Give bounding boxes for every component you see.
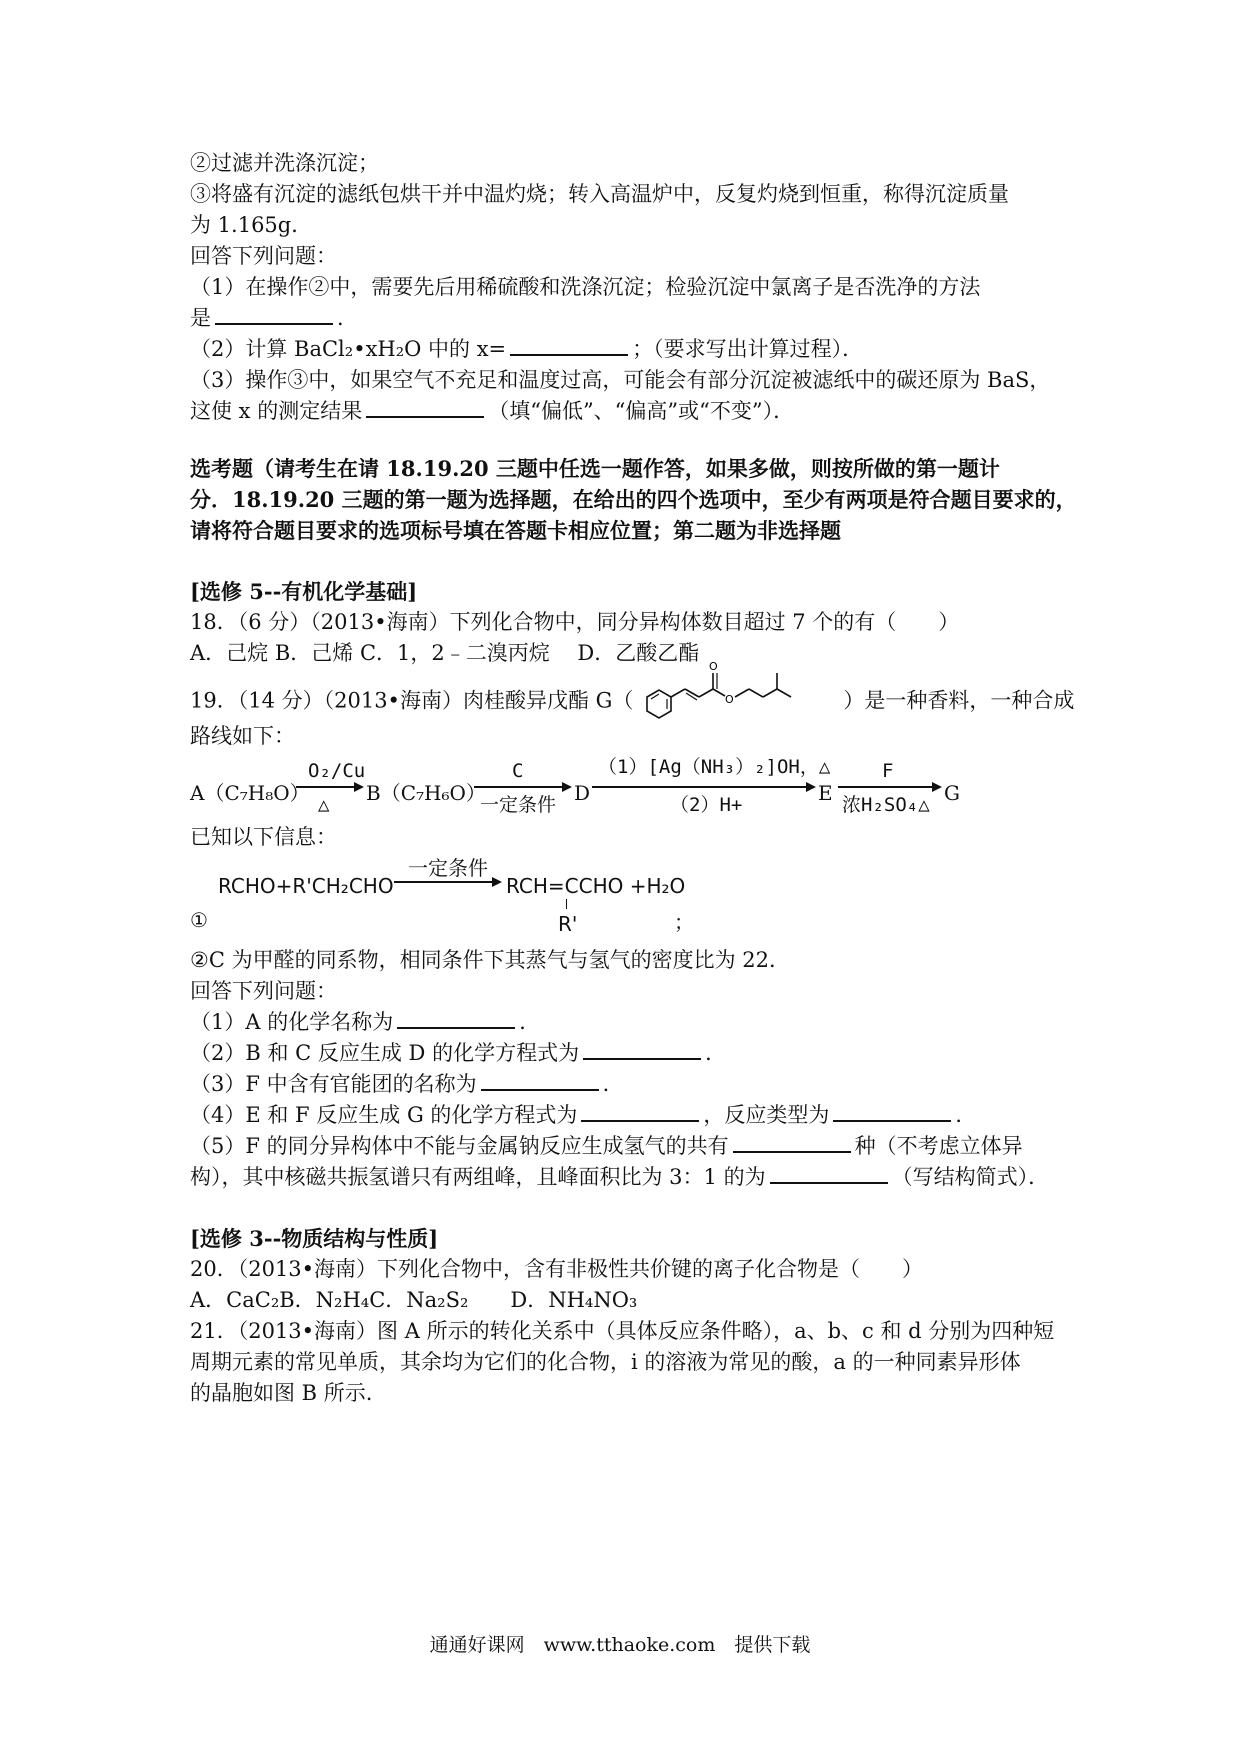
answer-blank[interactable]	[833, 1100, 951, 1122]
q17-sub3-suffix: （填“偏低”、“偏高”或“不变”）．	[488, 399, 795, 423]
scheme-condition-1: △	[318, 794, 330, 816]
q19-sub4-prefix: （4）E 和 F 反应生成 G 的化学方程式为	[190, 1103, 578, 1127]
q19-sub4-mid: ，反应类型为	[703, 1103, 830, 1127]
scheme-compound-g: G	[944, 781, 960, 805]
q19-stem-line2: 路线如下：	[190, 724, 295, 748]
answer-blank[interactable]	[397, 1007, 515, 1029]
q20-stem: 20．（2013•海南）下列化合物中，含有非极性共价键的离子化合物是（ ）	[190, 1257, 924, 1281]
info-1-end: ；	[674, 910, 694, 934]
scheme-reagent-4: F	[882, 760, 894, 782]
answer-blank[interactable]	[581, 1100, 699, 1122]
scheme-compound-d: D	[574, 781, 591, 805]
q17-sub2-suffix: ；（要求写出计算过程）．	[632, 337, 864, 361]
q17-sub1-line2	[190, 303, 1070, 334]
q17-sub2	[190, 334, 1070, 365]
q17-sub1-line1: （1）在操作②中，需要先后用稀硫酸和洗涤沉淀；检验沉淀中氯离子是否洗净的方法	[190, 275, 981, 299]
answer-blank[interactable]	[510, 334, 628, 356]
document-body	[190, 148, 1077, 1409]
q20-options: A．CaC₂B．N₂H₄C．Na₂S₂ D．NH₄NO₃	[190, 1288, 638, 1312]
q19-stem-suffix: ）是一种香料，一种合成	[843, 688, 1075, 713]
arrow-icon	[394, 881, 500, 883]
q21-line2: 周期元素的常见单质，其余均为它们的化合物，i 的溶液为常见的酸，a 的一种同素异形体	[190, 1350, 1021, 1374]
q21-line3: 的晶胞如图 B 所示.	[190, 1381, 373, 1405]
q17-sub1-prefix: 是	[190, 306, 211, 330]
q19-sub4	[190, 1100, 1070, 1131]
answer-blank[interactable]	[481, 1069, 599, 1091]
q21-line1: 21．（2013•海南）图 A 所示的转化关系中（具体反应条件略），a、b、c 和 d 分别为四种短	[190, 1319, 1055, 1343]
scheme-compound-b: B（C₇H₆O）	[366, 781, 486, 805]
q18-options: A．己烷 B．己烯 C．1，2﹣二溴丙烷 D．乙酸乙酯	[190, 641, 700, 665]
scheme-condition-2: 一定条件	[480, 794, 557, 816]
period: ．	[955, 1103, 977, 1127]
elective-note-line3: 请将符合题目要求的选项标号填在答题卡相应位置；第二题为非选择题	[190, 518, 841, 543]
svg-text:O: O	[725, 693, 735, 706]
info-1-condition: 一定条件	[408, 856, 488, 880]
q19-sub5-prefix: （5）F 的同分异构体中不能与金属钠反应生成氢气的共有	[190, 1134, 729, 1158]
q19-answer-intro: 回答下列问题：	[190, 979, 337, 1003]
q18-stem: 18．（6 分）（2013•海南）下列化合物中，同分异构体数目超过 7 个的有（ ）	[190, 610, 960, 634]
q19-sub1-prefix: （1）A 的化学名称为	[190, 1010, 394, 1034]
scheme-condition-3: （2）H+	[670, 794, 743, 816]
arrow-icon	[838, 786, 940, 788]
answer-blank[interactable]	[733, 1131, 851, 1153]
q19-sub2-prefix: （2）B 和 C 反应生成 D 的化学方程式为	[190, 1041, 580, 1065]
elective-note-line2: 分．18.19.20 三题的第一题为选择题，在给出的四个选项中，至少有两项是符合题目要求的，	[190, 487, 1077, 512]
q17-answer-intro: 回答下列问题：	[190, 244, 337, 268]
info-1-reaction	[190, 853, 1070, 945]
info-1-reactants: RCHO+R'CH₂CHO	[218, 874, 394, 898]
info-2: ②C 为甲醛的同系物，相同条件下其蒸气与氢气的密度比为 22．	[190, 948, 790, 972]
q17-sub2-prefix: （2）计算 BaCl₂•xH₂O 中的 x=	[190, 337, 507, 361]
scheme-reagent-3: （1）[Ag（NH₃）₂]OH，△	[598, 756, 831, 778]
q19-sub5-line1	[190, 1131, 1070, 1162]
period: ．	[602, 1072, 624, 1096]
q17-step3-line2: 为 1.165g．	[190, 213, 313, 237]
page-footer: 通通好课网 www.tthaoke.com 提供下载	[429, 1634, 811, 1656]
scheme-reagent-1: O₂/Cu	[308, 760, 366, 782]
answer-blank[interactable]	[770, 1162, 888, 1184]
synthesis-route	[190, 752, 1070, 822]
arrow-icon	[592, 786, 814, 788]
q19-sub1	[190, 1007, 1070, 1038]
arrow-icon	[296, 786, 362, 788]
section-title-structure: [选修 3--物质结构与性质]	[190, 1226, 439, 1251]
q19-sub3	[190, 1069, 1070, 1100]
period: ．	[705, 1041, 727, 1065]
answer-blank[interactable]	[215, 303, 333, 325]
q19-stem-prefix: 19．（14 分）（2013•海南）肉桂酸异戊酯 G（	[190, 688, 634, 713]
svg-text:O: O	[709, 660, 719, 673]
info-1-number: ①	[190, 908, 208, 932]
info-1-substituent: R'	[558, 912, 578, 936]
scheme-condition-4: 浓H₂SO₄△	[842, 794, 930, 816]
elective-note-line1: 选考题（请考生在请 18.19.20 三题中任选一题作答，如果多做，则按所做的第一题计	[190, 456, 1000, 481]
q19-sub5-suffix: 种（不考虑立体异	[854, 1134, 1023, 1158]
q17-sub3-line2	[190, 396, 1070, 427]
q17-step3-line1: ③将盛有沉淀的滤纸包烘干并中温灼烧；转入高温炉中，反复灼烧到恒重，称得沉淀质量	[190, 182, 1009, 206]
answer-blank[interactable]	[366, 396, 484, 418]
scheme-reagent-2: C	[512, 760, 524, 782]
q17-sub1-suffix: ．	[337, 306, 358, 330]
scheme-compound-a: A（C₇H₈O）	[190, 781, 310, 805]
q19-sub3-prefix: （3）F 中含有官能团的名称为	[190, 1072, 477, 1096]
q19-sub5-line2	[190, 1162, 1070, 1193]
q19-stem	[190, 660, 1075, 721]
section-title-organic: [选修 5--有机化学基础]	[190, 579, 418, 604]
q17-sub3-prefix: 这使 x 的测定结果	[190, 399, 363, 423]
isoamyl-cinnamate-structure-icon	[633, 659, 843, 721]
known-info-label: 已知以下信息：	[190, 825, 337, 849]
period: ．	[519, 1010, 541, 1034]
arrow-icon	[474, 786, 570, 788]
bond-line	[566, 899, 567, 909]
scheme-compound-e: E	[818, 781, 833, 805]
q19-sub5b-suffix: （写结构简式）．	[891, 1165, 1050, 1189]
q19-sub2	[190, 1038, 1070, 1069]
q17-step2: ②过滤并洗涤沉淀；	[190, 151, 379, 175]
q19-sub5b-prefix: 构），其中核磁共振氢谱只有两组峰，且峰面积比为 3：1 的为	[190, 1165, 766, 1189]
answer-blank[interactable]	[583, 1038, 701, 1060]
info-1-product: RCH=CCHO +H₂O	[506, 874, 686, 898]
q17-sub3-line1: （3）操作③中，如果空气不充足和温度过高，可能会有部分沉淀被滤纸中的碳还原为 BaS，	[190, 368, 1051, 392]
